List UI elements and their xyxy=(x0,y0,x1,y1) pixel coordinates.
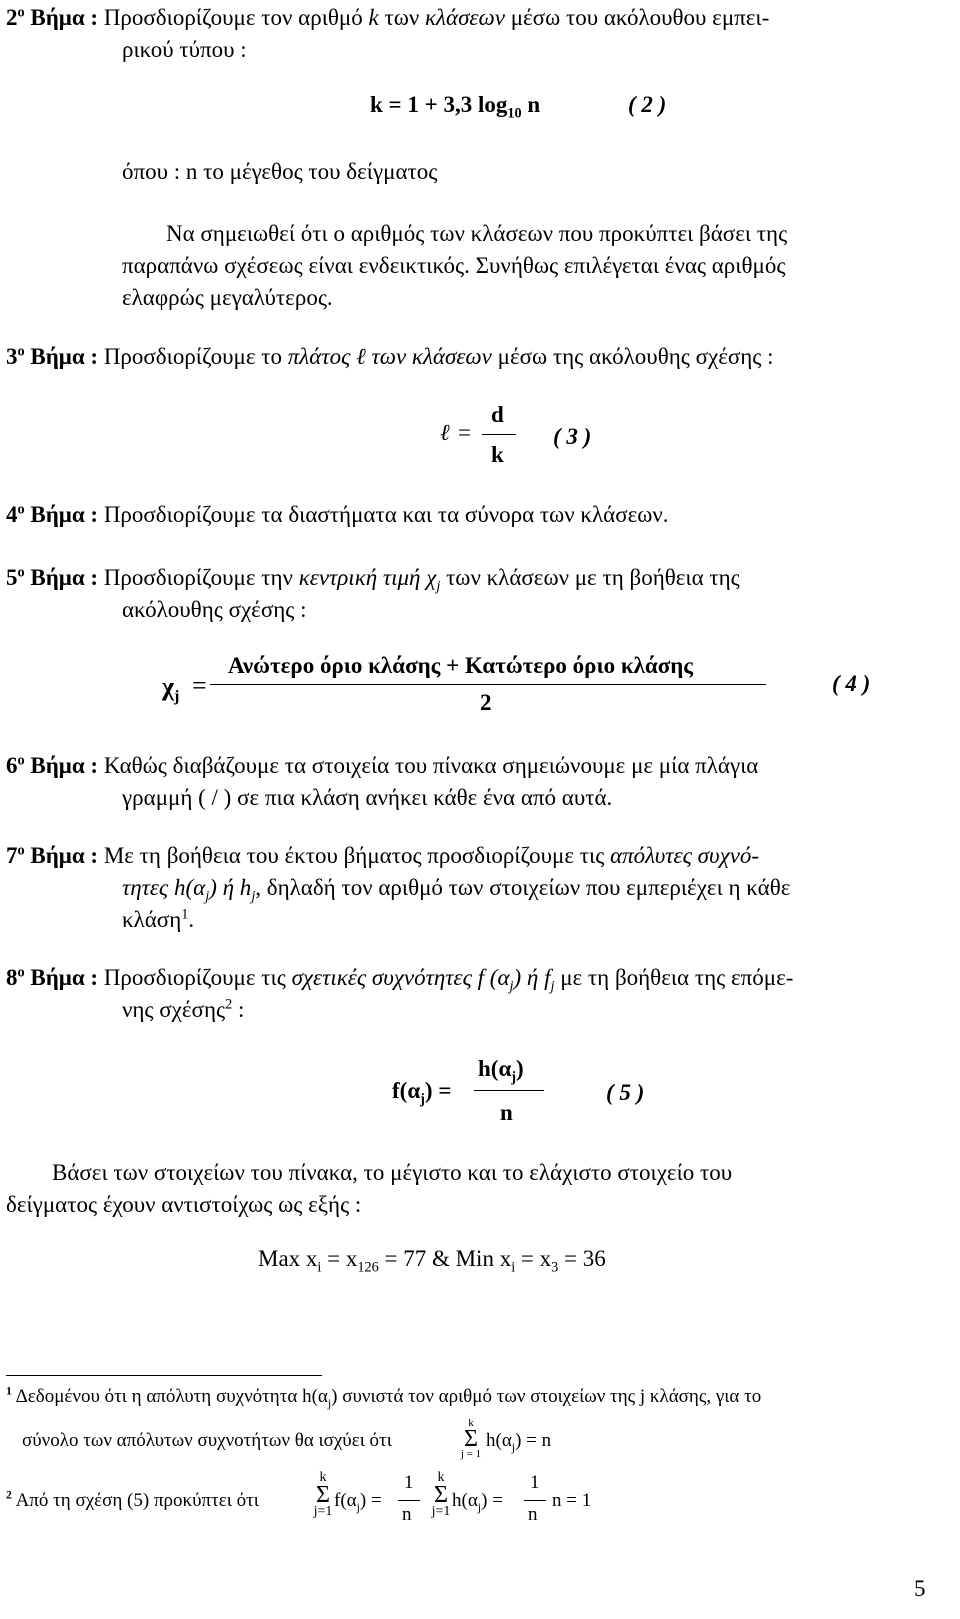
footnote-2-expr-2: $h(\alpha_j)$ = xyxy=(452,1490,503,1514)
step7-line1: $7^o$ Βήμα : Με τη βοήθεια του έκτου βήματος προσδιορίζουμε τις απόλυτες συχνό- xyxy=(6,842,760,868)
step7-line3: κλάση$^1$. xyxy=(122,906,195,932)
formula-3-lhs: ℓ xyxy=(440,420,450,446)
equation-number-5: ( 5 ) xyxy=(606,1080,645,1105)
step8-line2: νης σχέσης$^2$ : xyxy=(122,996,245,1022)
footnote-2-text: $^2$ Από τη σχέση (5) προκύπτει ότι xyxy=(6,1488,259,1511)
footnote-2-frac-2-line xyxy=(524,1500,546,1501)
footnote-1-line2: σύνολο των απόλυτων συχνοτήτων θα ισχύει ότι xyxy=(22,1430,392,1451)
footnote-separator xyxy=(6,1375,322,1376)
equation-number-2: ( 2 ) xyxy=(628,92,667,117)
step6-line1: $6^o$ Βήμα : Καθώς διαβάζουμε τα στοιχεία του πίνακα σημειώνουμε με μία πλάγια xyxy=(6,752,759,778)
basei-line2: δείγματος έχουν αντιστοίχως ως εξής : xyxy=(6,1192,362,1217)
max-min-formula: Max $x_i = x_{126} = 77$ & Min $x_i = x_3 = 36$ xyxy=(258,1246,606,1276)
step2-note-3: ελαφρώς μεγαλύτερος. xyxy=(122,285,333,310)
formula-5-numerator: $h(\alpha_j)$ xyxy=(478,1056,524,1086)
footnote-2-expr-3: n = 1 xyxy=(552,1490,592,1511)
footnote-2-expr-1: $f(\alpha_j)$ = xyxy=(334,1490,382,1514)
step2-number: $2^o$ xyxy=(6,4,25,30)
formula-5-lhs: $f(\alpha_j)$ = xyxy=(392,1078,452,1108)
formula-2: k = 1 + 3,3 $\log_{10} n$ xyxy=(370,92,541,122)
formula-5-denominator: n xyxy=(500,1100,513,1125)
step2-line1: $2^o$ Βήμα : Προσδιορίζουμε τον αριθμό k των κλάσεων μέσω του ακόλουθου εμπει- xyxy=(6,4,770,30)
step6-line2: γραμμή ( / ) σε πια κλάση ανήκει κάθε ένα από αυτά. xyxy=(122,785,613,810)
step2-where: όπου : n το μέγεθος του δείγματος xyxy=(122,159,438,184)
formula-3-numerator: d xyxy=(491,402,504,427)
basei-line1: Βάσει των στοιχείων του πίνακα, το μέγιστο και το ελάχιστο στοιχείο του xyxy=(52,1160,733,1185)
formula-5-fraction-line xyxy=(474,1090,544,1091)
footnote-2-frac-1-num: 1 xyxy=(404,1472,414,1493)
footnote-1-mark: 1 xyxy=(6,1384,12,1398)
footnote-1-expression: $h(\alpha_j) = n$ xyxy=(486,1430,552,1454)
formula-4-fraction-line xyxy=(210,684,766,685)
footnote-1-line1: $^1$ Δεδομένου ότι η απόλυτη συχνότητα $h(\alpha_j)$ συνιστά τον αριθμό των στοιχείων της j κλάσης, για το xyxy=(6,1384,762,1410)
footnote-2-frac-1-line xyxy=(398,1500,420,1501)
step5-line1: $5^o$ Βήμα : Προσδιορίζουμε την κεντρική τιμή $\chi_j$ των κλάσεων με τη βοήθεια της xyxy=(6,564,740,595)
footnote-2-sum-2: k Σ j=1 xyxy=(431,1470,451,1519)
step4-line: $4^o$ Βήμα : Προσδιορίζουμε τα διαστήματα και τα σύνορα των κλάσεων. xyxy=(6,501,669,527)
step2-label: Βήμα : xyxy=(30,5,99,30)
page-number: 5 xyxy=(914,1576,926,1601)
footnote-1-sum: k Σ j = 1 xyxy=(460,1417,482,1460)
equation-number-3: ( 3 ) xyxy=(553,424,592,449)
formula-4-equals: = xyxy=(192,671,207,700)
equation-number-4: ( 4 ) xyxy=(832,671,871,696)
formula-3-equals: = xyxy=(458,420,471,445)
footnote-2-frac-2-den: n xyxy=(528,1504,538,1525)
footnote-2-frac-2-num: 1 xyxy=(530,1472,540,1493)
step7-line2: τητες $h(\alpha_j)$ ή $h_j$, δηλαδή τον αριθμό των στοιχείων που εμπεριέχει η κάθε xyxy=(122,875,791,905)
formula-4-denominator: 2 xyxy=(480,690,492,715)
footnote-2-frac-1-den: n xyxy=(402,1504,412,1525)
step5-line2: ακόλουθης σχέσης : xyxy=(122,597,307,622)
formula-3-denominator: k xyxy=(491,442,504,467)
step2-note-1: Να σημειωθεί ότι ο αριθμός των κλάσεων που προκύπτει βάσει της xyxy=(166,221,788,246)
footnote-2-sum-1: k Σ j=1 xyxy=(313,1470,333,1519)
formula-4-numerator: Ανώτερο όριο κλάσης + Κατώτερο όριο κλάσης xyxy=(228,653,694,678)
step2-line2: ρικού τύπου : xyxy=(122,37,247,62)
formula-3-fraction-line xyxy=(482,434,516,435)
formula-4-lhs: $\chi_j$ xyxy=(162,672,180,706)
step3-line1: $3^o$ Βήμα : Προσδιορίζουμε το πλάτος ℓ των κλάσεων μέσω της ακόλουθης σχέσης : xyxy=(6,343,774,370)
step2-note-2: παραπάνω σχέσεως είναι ενδεικτικός. Συνήθως επιλέγεται ένας αριθμός xyxy=(122,253,786,278)
footnote-2-mark: 2 xyxy=(6,1488,12,1502)
step8-line1: $8^o$ Βήμα : Προσδιορίζουμε τις σχετικές συχνότητες f $(\alpha_j)$ ή $f_j$ με τη βοήθεια της επόμε- xyxy=(6,964,794,995)
